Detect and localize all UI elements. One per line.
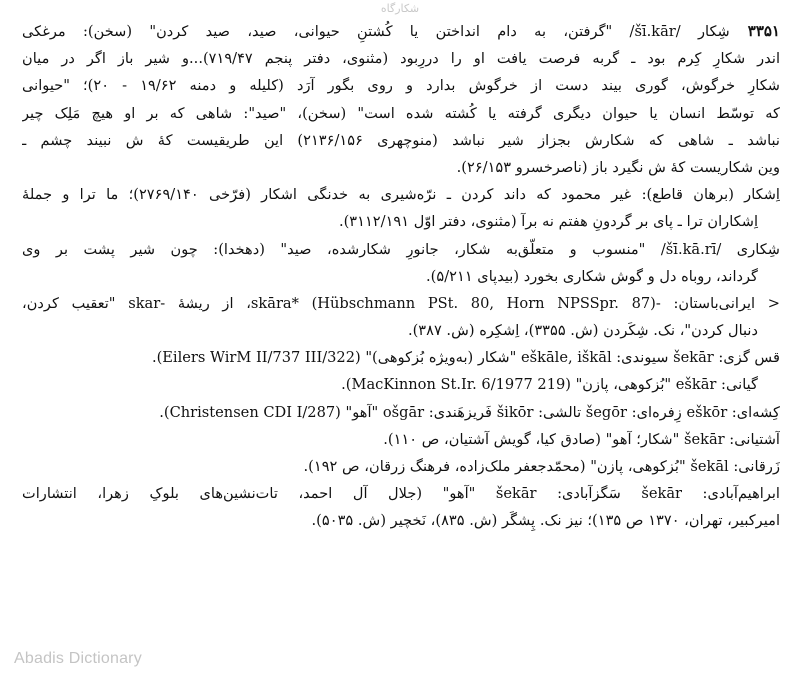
dialect-line: امیرکبیر، تهران، ۱۳۷۰ ص ۱۳۵)؛ نیز نک. پِشگَر (ش. ۸۳۵)، نَخچیر (ش. ۵۰۳۵). <box>311 512 780 530</box>
entry-line: نباشد ـ شاهی که شکارش بجزاز شیر نباشد (منوچهری ۲۱۳۶/۱۵۶) این طریقیست کهٔ ش نبیند چشم ـ <box>22 131 780 149</box>
watermark-top: شکارگاه <box>380 2 420 15</box>
entry-line: اندر شکارِ کِرم بود ـ گربه فرصت یافت او را دررِبود (مثنوی، دفتر پنجم ۷۱۹/۴۷)...و شیر باز اگر در میان <box>22 50 780 68</box>
entry-line: شِکاری /šī.kā.rī/ "منسوب و متعلّق‌به شکار، جانورِ شکارشده، صید" (دهخدا): چون شیر پشت بر وی <box>22 240 780 258</box>
entry-line: گرداند، روباه دل و گوش شکاری بخورد (بیدپای ۵/۲۱۱). <box>426 267 758 285</box>
dialect-line: زَرقانی: šekāl "بُزکوهی، پازن" (محمّدجعفر ملک‌زاده، فرهنگ زرقان، ص ۱۹۲). <box>303 458 780 475</box>
page-number: ۳۳۵۱ <box>747 22 780 40</box>
watermark-bottom: Abadis Dictionary <box>14 650 142 667</box>
entry-line: که توسّط انسان یا حیوان دیگری گرفته یا کُشته شده است" (سخن)، "صید": شاهی که بر او هیچ مَلِک چیر <box>22 104 780 122</box>
entry-line: شِکار /šī.kār/ "گرفتن، به دام انداختن یا کُشتنِ حیوانی، صید، صید کردن" (سخن): مرغکی <box>22 23 730 40</box>
dictionary-page <box>22 18 780 535</box>
entry-line: وین شکاریست کهٔ ش نگیرد باز (ناصرخسرو ۲۶/۱۵۳). <box>456 158 780 176</box>
dialect-line: قس گزی: šekār سیوندی: eškāle, iškāl "شکار (به‌ویژه بُزکوهی)" (Eilers WirM II/737 III/322). <box>151 349 780 367</box>
entry-line: اِشکار (برهان قاطع): غیر محمود که داند کردن ـ نرّه‌شیری به خدنگی اشکار (فرّخی ۲۷۶۹/۱۴۰)؛ ما ترا و جملهٔ <box>22 186 780 204</box>
entry-headline <box>22 18 780 45</box>
dialect-line: کِشه‌ای: eškōr زِفره‌ای: šegōr تالشی: šikōr فَریزهَندی: ošgār "آهو" (Christensen CDI I/287). <box>159 403 780 421</box>
entry-line: اِشکاران ترا ـ پای بر گردونِ هفتم نه برآ (مثنوی، دفتر اوّل ۳۱۱۲/۱۹۱). <box>338 213 758 231</box>
dialect-line: گیانی: eškār "بُزکوهی، پازن" (MacKinnon St.Ir. 6/1977 219). <box>341 376 758 394</box>
dialect-line: ابراهیم‌آبادی: šekār سَگزآبادی: šekār "آهو" (جلال آل احمد، تات‌نشین‌های بلوکِ زهرا، انتشارات <box>22 485 780 503</box>
etymology-line: < ایرانی‌باستان: -skāra* (Hübschmann PSt. 80, Horn NPSSpr. 87)، از ریشهٔ -skar "تعقیب کردن، <box>22 294 780 312</box>
dialect-line: آشتیانی: šekār "شکار؛ آهو" (صادق کیا، گویش آشتیان، ص ۱۱۰). <box>383 430 780 448</box>
etymology-line: دنبال کردن"، نک. شِکَردن (ش. ۳۳۵۵)، اِشکِره (ش. ۳۸۷). <box>407 322 758 340</box>
entry-line: شکارِ خرگوش، گوری بیند دست از خرگوش بدارد و روی بگور آرَد (کلیله و دمنه ۱۹/۶۲ - ۲۰)؛ "حیوانی <box>22 77 780 95</box>
